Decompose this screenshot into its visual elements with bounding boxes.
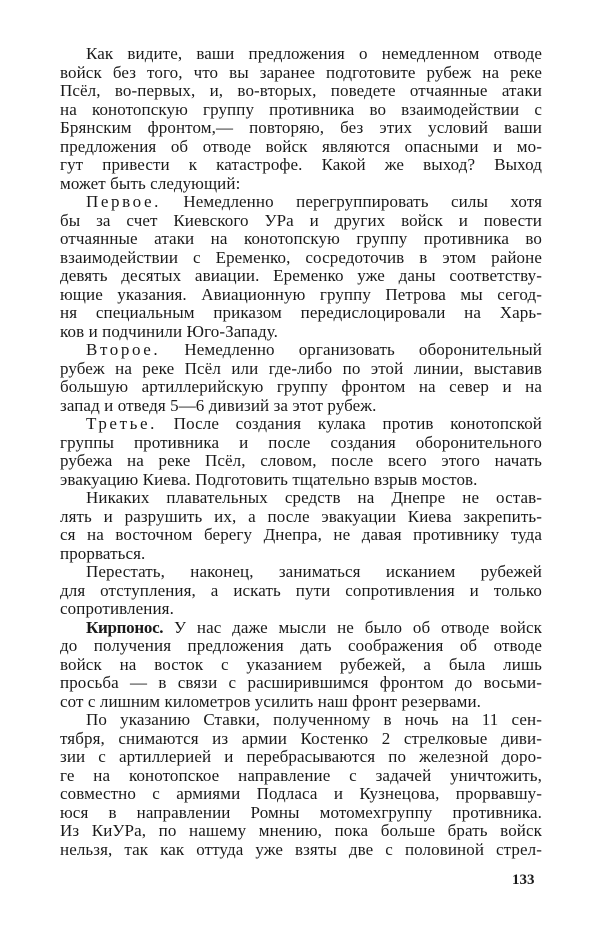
- paragraph-lead: Первое.: [86, 192, 161, 211]
- text-line: [60, 656, 542, 675]
- text-line: [60, 45, 542, 64]
- text-line: [60, 841, 542, 860]
- text-line: [60, 434, 542, 453]
- line-text: ге на конотопское направление с задачей уничтожить,: [60, 765, 542, 785]
- text-line: [60, 526, 542, 545]
- text-line: [60, 138, 542, 157]
- text-line: [60, 619, 542, 638]
- text-line: [60, 822, 542, 841]
- line-text: может быть следующий:: [60, 173, 241, 193]
- line-text: девять десятых авиации. Еременко уже даны соответству-: [60, 266, 542, 285]
- text-line: [60, 637, 542, 656]
- paragraph: [60, 711, 542, 859]
- text-line: [60, 767, 542, 786]
- line-text: У нас даже мысли не было об отводе войск: [163, 617, 542, 637]
- text-line: [60, 711, 542, 730]
- text-line: [60, 101, 542, 120]
- text-line: [60, 730, 542, 749]
- line-text: тября, снимаются из армии Костенко 2 стрелковые диви-: [60, 728, 542, 748]
- line-text: ющие указания. Авиационную группу Петрова мы сегод-: [60, 284, 542, 304]
- line-text: юся в направлении Ромны мотомехгруппу противника.: [60, 802, 542, 822]
- line-text: Как видите, ваши предложения о немедленном отводе: [86, 44, 542, 63]
- page-text: [60, 45, 542, 859]
- text-line: [60, 489, 542, 508]
- line-text: войск без того, что вы заранее подготовите рубеж на реке: [60, 62, 542, 82]
- line-text: ся на восточном берегу Днепра, не давая противнику туда: [60, 525, 542, 544]
- paragraph-lead: Второе.: [86, 340, 161, 359]
- paragraph: [60, 619, 542, 712]
- line-text: ня специальным приказом передислоцировали на Харь-: [60, 303, 542, 322]
- paragraph-lead: Третье.: [86, 414, 157, 433]
- text-line: [60, 600, 542, 619]
- line-text: После создания кулака против конотопской: [156, 414, 542, 433]
- text-line: [60, 582, 542, 601]
- line-text: группы противника и после создания оборонительного: [60, 432, 542, 452]
- text-line: [60, 748, 542, 767]
- line-text: Перестать, наконец, заниматься исканием рубежей: [86, 562, 542, 581]
- text-line: [60, 286, 542, 305]
- text-line: [60, 341, 542, 360]
- paragraph: [60, 415, 542, 489]
- line-text: Брянским фронтом,— повторяю, без этих условий ваши: [60, 118, 542, 137]
- line-text: войск на восток с указанием рубежей, а была лишь: [60, 654, 542, 674]
- line-text: большую артиллерийскую группу фронтом на север и на: [60, 377, 542, 396]
- text-line: [60, 193, 542, 212]
- line-text: эвакуацию Киева. Подготовить тщательно взрыв мостов.: [60, 469, 478, 489]
- line-text: совместно с армиями Подласа и Кузнецова, прорвавшу-: [60, 784, 542, 803]
- text-line: [60, 156, 542, 175]
- paragraph: [60, 489, 542, 563]
- paragraph: [60, 341, 542, 415]
- line-text: просьба — в связи с расширившимся фронтом до восьми-: [60, 673, 542, 692]
- text-line: [60, 804, 542, 823]
- paragraph: [60, 193, 542, 341]
- line-text: лять и разрушить их, а после эвакуации Киева закрепить-: [60, 506, 542, 526]
- line-text: бы за счет Киевского УРа и других войск и повести: [60, 210, 542, 230]
- line-text: сопротивления.: [60, 599, 174, 618]
- text-line: [60, 378, 542, 397]
- line-text: сот с лишним километров усилить наш фронт резервами.: [60, 691, 482, 711]
- paragraph-lead: Кирпонос.: [86, 617, 164, 637]
- line-text: Псёл, во-первых, и, во-вторых, поведете отчаянные атаки: [60, 81, 542, 100]
- line-text: зии с артиллерией и перебрасываются по железной доро-: [60, 747, 542, 766]
- text-line: [60, 693, 542, 712]
- text-line: [60, 267, 542, 286]
- line-text: Немедленно перегруппировать силы хотя: [160, 192, 542, 211]
- line-text: рубеж на реке Псёл или где-либо по этой линии, выставив: [60, 358, 542, 378]
- paragraph: [60, 563, 542, 619]
- line-text: По указанию Ставки, полученному в ночь на 11 сен-: [86, 710, 542, 729]
- text-line: [60, 674, 542, 693]
- paragraph: [60, 45, 542, 193]
- text-line: [60, 360, 542, 379]
- line-text: гут привести к катастрофе. Какой же выход? Выход: [60, 155, 542, 174]
- text-line: [60, 508, 542, 527]
- text-line: [60, 545, 542, 564]
- line-text: предложения об отводе войск являются опасными и мо-: [60, 136, 542, 156]
- text-line: [60, 323, 542, 342]
- line-text: запад и отведя 5—6 дивизий за этот рубеж.: [60, 395, 377, 415]
- text-line: [60, 304, 542, 323]
- text-line: [60, 119, 542, 138]
- line-text: нельзя, так как оттуда уже взяты две с половиной стрел-: [60, 839, 542, 859]
- text-line: [60, 212, 542, 231]
- line-text: рубежа на реке Псёл, словом, после всего этого начать: [60, 451, 542, 470]
- text-line: [60, 785, 542, 804]
- line-text: Немедленно организовать оборонительный: [160, 340, 542, 359]
- text-line: [60, 175, 542, 194]
- line-text: прорваться.: [60, 543, 146, 563]
- line-text: для отступления, а искать пути сопротивления и только: [60, 580, 542, 600]
- line-text: ков и подчинили Юго-Западу.: [60, 321, 279, 341]
- line-text: до получения предложения дать соображения об отводе: [60, 636, 542, 655]
- text-line: [60, 397, 542, 416]
- line-text: Никаких плавательных средств на Днепре не остав-: [86, 488, 542, 507]
- page-number: 133: [512, 872, 535, 888]
- text-line: [60, 471, 542, 490]
- text-line: [60, 230, 542, 249]
- text-line: [60, 64, 542, 83]
- line-text: Из КиУРа, по нашему мнению, пока больше брать войск: [60, 821, 542, 840]
- text-line: [60, 452, 542, 471]
- text-line: [60, 563, 542, 582]
- text-line: [60, 415, 542, 434]
- text-line: [60, 82, 542, 101]
- line-text: на конотопскую группу противника во взаимодействии с: [60, 99, 542, 119]
- text-line: [60, 249, 542, 268]
- line-text: взаимодействии с Еременко, сосредоточив в этом районе: [60, 247, 542, 267]
- line-text: отчаянные атаки на конотопскую группу противника во: [60, 229, 542, 248]
